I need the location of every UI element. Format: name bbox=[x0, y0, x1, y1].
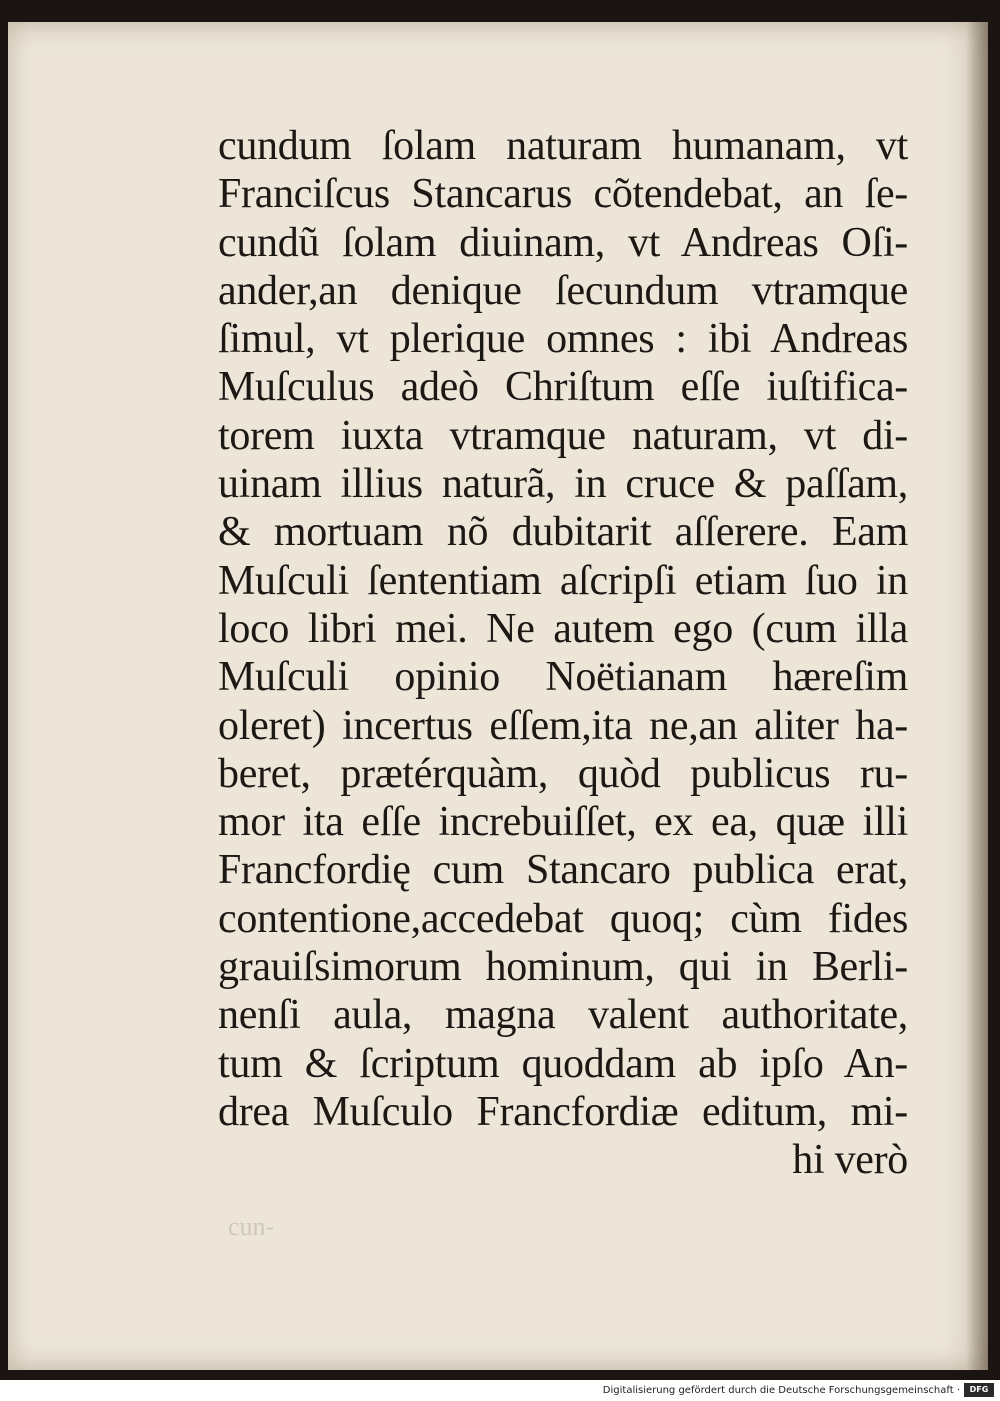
text-line: torem iuxta vtramque naturam, vt di- bbox=[218, 412, 908, 459]
text-line: Muſculus adeò Chriſtum eſſe iuſtifica- bbox=[218, 364, 908, 411]
bleed-through-text: cun- bbox=[228, 1212, 275, 1241]
text-line: ander,an denique ſecundum vtramque bbox=[218, 267, 908, 314]
text-line: Muſculi opinio Noëtianam hæreſim bbox=[218, 654, 908, 701]
body-text bbox=[218, 122, 908, 1185]
text-line: beret, prætérquàm, quòd publicus ru- bbox=[218, 750, 908, 797]
text-line: loco libri mei. Ne autem ego (cum illa bbox=[218, 605, 908, 652]
text-line: Muſculi ſententiam aſcripſi etiam ſuo in bbox=[218, 557, 908, 604]
text-line: tum & ſcriptum quoddam ab ipſo An- bbox=[218, 1040, 908, 1087]
text-line: Francfordię cum Stancaro publica erat, bbox=[218, 847, 908, 894]
text-line: ſimul, vt plerique omnes : ibi Andreas bbox=[218, 316, 908, 363]
text-line: cundũ ſolam diuinam, vt Andreas Oſi- bbox=[218, 219, 908, 266]
text-line: contentione,accedebat quoq; cùm fides bbox=[218, 895, 908, 942]
text-line: mor ita eſſe increbuiſſet, ex ea, quæ illi bbox=[218, 799, 908, 846]
book-page bbox=[8, 22, 988, 1370]
text-line: Franciſcus Stancarus cõtendebat, an ſe- bbox=[218, 171, 908, 218]
dfg-logo: DFG bbox=[964, 1383, 994, 1397]
funding-credit: Digitalisierung gefördert durch die Deutsche Forschungsgemeinschaft · bbox=[602, 1385, 960, 1396]
text-line: cundum ſolam naturam humanam, vt bbox=[218, 123, 908, 169]
catchword: hi verò bbox=[792, 1137, 908, 1184]
text-line: drea Muſculo Francfordiæ editum, mi- bbox=[218, 1088, 908, 1135]
page-edge-shadow bbox=[966, 22, 988, 1370]
text-line: nenſi aula, magna valent authoritate, bbox=[218, 992, 908, 1039]
text-line: oleret) incertus eſſem,ita ne,an aliter ha- bbox=[218, 702, 908, 749]
text-line: grauiſsimorum hominum, qui in Berli- bbox=[218, 944, 908, 991]
text-line: uinam illius naturã, in cruce & paſſam, bbox=[218, 461, 908, 508]
text-line: & mortuam nõ dubitarit aſſerere. Eam bbox=[218, 509, 908, 556]
footer-bar bbox=[0, 1380, 1000, 1401]
